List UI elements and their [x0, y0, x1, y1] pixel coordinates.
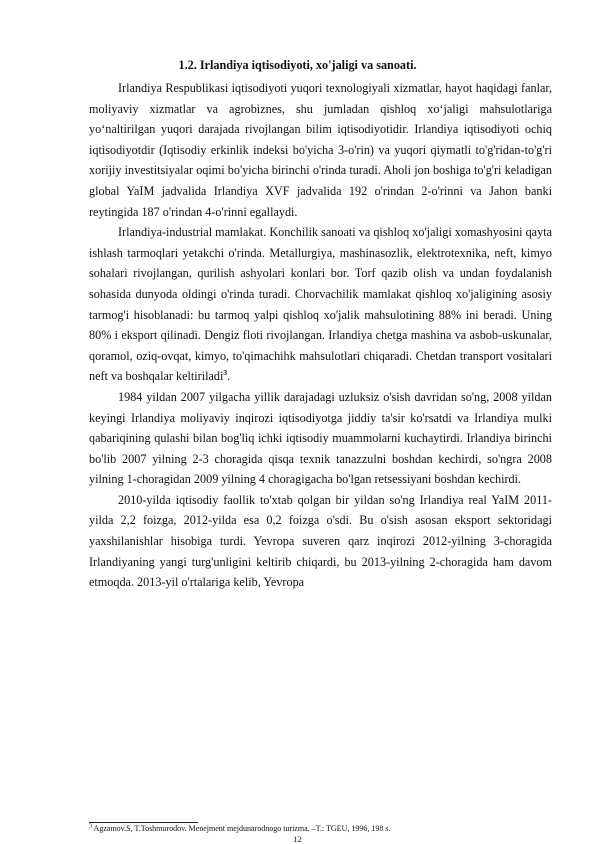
body-text: [89, 78, 552, 593]
paragraph-3: 1984 yildan 2007 yilgacha yillik darajadagi uzluksiz o'sish davridan so'ng, 2008 yildan keyingi Irlandiya moliyaviy inqirozi iqtisodiyotga jiddiy ta'sir ko'rsatdi va Irlandiya mulki qabariqining qulashi bilan bog'liq ichki iqtisodiy muammolarni kuchaytirdi. Irlandiya birinchi bo'lib 2007 yilning 2-3 choragida qisqa texnik tanazzulni boshdan kechirdi, so'ngra 2008 yilning 1-choragidan 2009 yilning 4 choragigacha bo'lgan retsessiyani boshdan kechirdi.: [89, 389, 552, 487]
paragraph-4: 2010-yilda iqtisodiy faollik to'xtab qolgan bir yildan so'ng Irlandiya real YaIM 2011-yilda 2,2 foizga, 2012-yilda esa 0,2 foizga o'sdi. Bu o'sish asosan eksport sektoridagi yaxshilanishlar hisobiga turdi. Yevropa suveren qarz inqirozi 2012-yilning 3-choragida Irlandiyaning yangi turg'unligini keltirib chiqardi, bu 2013-yilning 2-choragida ham davom etmoqda. 2013-yil o'rtalariga kelib, Yevropa: [89, 492, 552, 590]
paragraph-1: Irlandiya Respublikasi iqtisodiyoti yuqori texnologiyali xizmatlar, hayot haqidagi fanlar, moliyaviy xizmatlar va agrobiznes, shu jumladan qishloq xo‘jaligi mahsulotlariga yo‘naltirilgan yuqori darajada rivojlangan bilim iqtisodiyotidir. Irlandiya iqtisodiyoti ochiq iqtisodiyotdir (Iqtisodiy erkinlik indeksi bo'yicha 3-o'rin) va yuqori qiymatli to'g'ridan-to'g'ri xorijiy investitsiyalar oqimi bo'yicha birinchi o'rinda turadi. Aholi jon boshiga to'g'ri keladigan global YaIM jadvalida Irlandiya XVF jadvalida 192 o'rindan 2-o'rinni va Jahon banki reytingida 187 o'rindan 4-o'rinni egallaydi.: [89, 81, 552, 219]
footnote-reference[interactable]: 3: [223, 368, 228, 378]
paragraph-2-text: Irlandiya-industrial mamlakat. Konchilik sanoati va qishloq xo'jaligi xomashyosini qayta ishlash tarmoqlari yetakchi o'rinda. Metallurgiya, mashinasozlik, elektrotexnika, neft, kimyo sohalari rivojlangan, qurilish ashyolari konlari bor. Torf qazib olish va undan foydalanish sohasida dunyoda oldingi o'rinda turadi. Chorvachilik mamlakat qishloq xo'jaligining asosiy tarmog'i hisoblanadi: bu tarmoq yalpi qishloq xo'jalik mahsulotining 88% ini beradi. Uning 80% i eksport qilinadi. Dengiz floti rivojlangan. Irlandiya chetga mashina va asbob-uskunalar, qoramol, oziq-ovqat, kimyo, to'qimachihk mahsulotlari chiqaradi. Chetdan transport vositalari neft va boshqalar keltiriladi: [89, 225, 552, 384]
footnote-separator: [89, 822, 198, 823]
paragraph-2: [89, 222, 552, 387]
paragraph-2-end: .: [227, 369, 231, 384]
footnote-mark: 3: [89, 823, 92, 830]
footnote-text: Agzamov.S, T.Toshmurodov. Menejment mejdunarodnogo turizma. –T.: TGEU, 1996, 198 s.: [92, 824, 391, 833]
page-number: 12: [293, 834, 302, 844]
footnote: [89, 824, 552, 834]
section-title: 1.2. Irlandiya iqtisodiyoti, xo'jaligi va sanoati.: [178, 58, 417, 72]
